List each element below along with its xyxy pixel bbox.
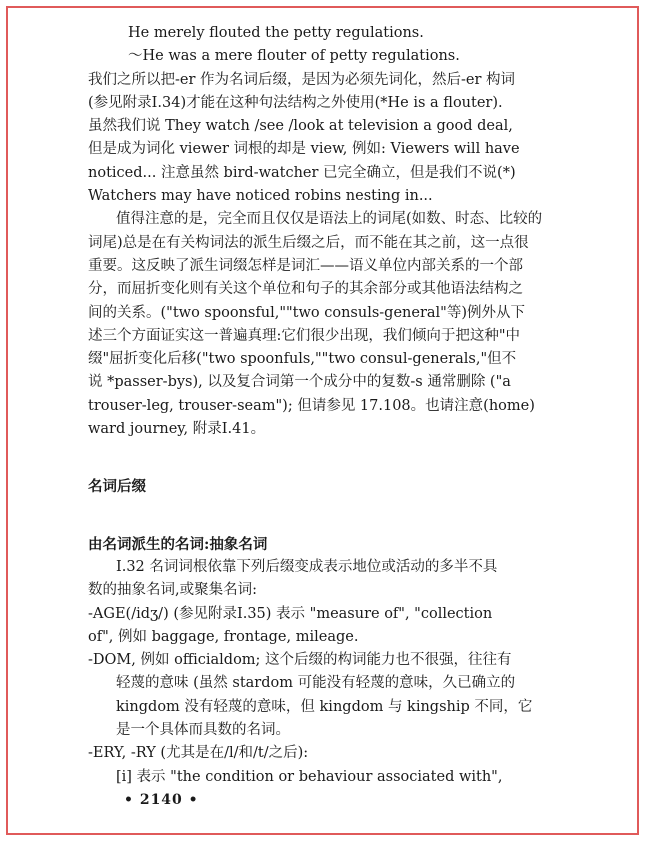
section-heading: 名词后缀 [88, 478, 146, 496]
body-line: -AGE(/idʒ/) (参见附录Ⅰ.35) 表示 "measure of", "collection [88, 605, 493, 622]
body-line: 值得注意的是，完全而且仅仅是语法上的词尾(如数、时态、比较的 [116, 211, 543, 228]
body-line: Watchers may have noticed robins nesting in... [88, 188, 433, 205]
body-line: [i] 表示 "the condition or behaviour associated with", [116, 768, 503, 785]
body-line: (参见附录Ⅰ.34)才能在这种句法结构之外使用(*He is a flouter). [88, 94, 503, 111]
page-body [88, 22, 588, 789]
body-line: 分，而屈折变化则有关这个单位和句子的其余部分或其他语法结构之 [88, 281, 523, 298]
body-line: 轻蔑的意味 (虽然 stardom 可能没有轻蔑的意味，久已确立的 [116, 675, 516, 692]
body-line: -ERY, -RY (尤其是在/l/和/t/之后): [88, 745, 309, 762]
body-line: 数的抽象名词,或聚集名词: [88, 582, 257, 599]
body-line: -DOM, 例如 officialdom; 这个后缀的构词能力也不很强，往往有 [88, 652, 512, 669]
body-line: 词尾)总是在有关构词法的派生后缀之后，而不能在其之前，这一点很 [88, 234, 529, 251]
body-line: 说 *passer-bys), 以及复合词第一个成分中的复数-s 通常删除 ("a [88, 374, 511, 391]
example-sentence: ～He was a mere flouter of petty regulations. [128, 48, 460, 65]
example-sentence: He merely flouted the petty regulations. [128, 25, 424, 41]
body-line: noticed... 注意虽然 bird-watcher 已完全确立，但是我们不说(*) [88, 164, 516, 181]
body-line: 述三个方面证实这一普遍真理:它们很少出现，我们倾向于把这种"中 [88, 327, 521, 344]
body-line: Ⅰ.32 名词词根依靠下列后缀变成表示地位或活动的多半不具 [116, 558, 498, 575]
body-line: of", 例如 baggage, frontage, mileage. [88, 628, 359, 645]
body-line: 缀"屈折变化后移("two spoonfuls,""two consul-generals,"但不 [88, 351, 517, 368]
body-line: 我们之所以把-er 作为名词后缀，是因为必须先词化，然后-er 构词 [88, 71, 516, 88]
body-line: kingdom 没有轻蔑的意味，但 kingdom 与 kingship 不同，它 [116, 698, 533, 715]
body-line: 重要。这反映了派生词缀怎样是词汇——语义单位内部关系的一个部 [88, 257, 523, 274]
subsection-heading: 由名词派生的名词:抽象名词 [88, 535, 268, 553]
body-line: trouser-leg, trouser-seam"); 但请参见 17.108。也请注意(home) [88, 397, 535, 414]
body-line: 虽然我们说 They watch /see /look at television a good deal, [88, 118, 513, 135]
body-line: 是一个具体而具数的名词。 [116, 722, 290, 739]
body-line: ward journey, 附录Ⅰ.41。 [88, 421, 266, 438]
body-line: 间的关系。("two spoonsful,""two consuls-general"等)例外从下 [88, 304, 526, 321]
page-number: • 2140 • [124, 792, 199, 808]
body-line: 但是成为词化 viewer 词根的却是 view, 例如: Viewers will have [88, 141, 520, 158]
document-page [6, 6, 639, 835]
